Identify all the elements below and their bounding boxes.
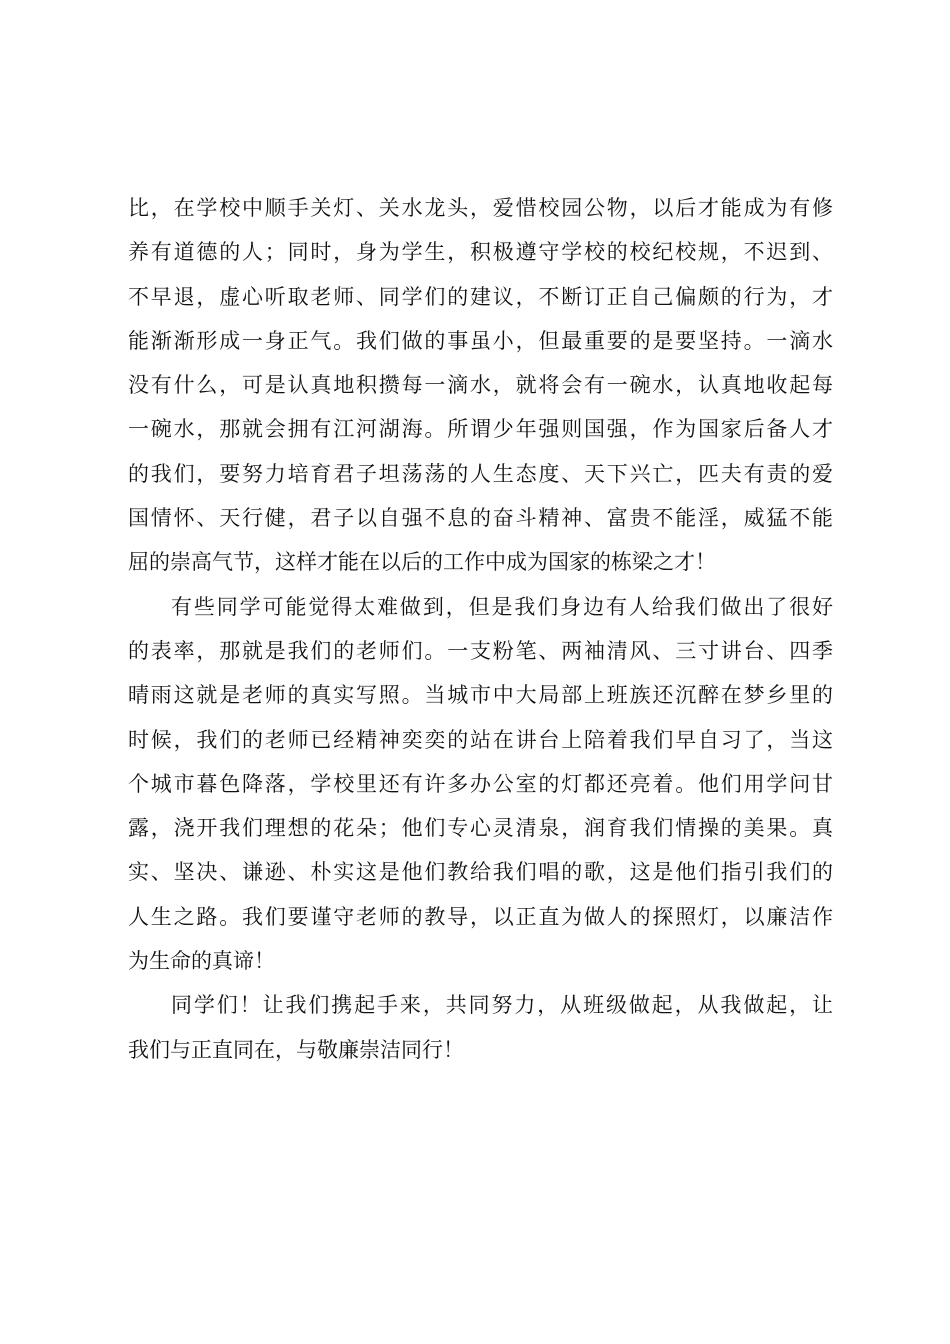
text-line: 为生命的真谛！ bbox=[128, 949, 275, 974]
text-line: 能渐渐形成一身正气。我们做的事虽小，但最重要的是要坚持。一滴水 bbox=[128, 328, 833, 353]
text-line: 国情怀、天行健，君子以自强不息的奋斗精神、富贵不能淫，威猛不能 bbox=[128, 506, 833, 531]
paragraph-first-line: 同学们！让我们携起手来，共同努力，从班级做起，从我做起，让 bbox=[171, 993, 833, 1018]
text-line: 露，浇开我们理想的花朵；他们专心灵清泉，润育我们情操的美果。真 bbox=[128, 816, 833, 841]
text-line: 比，在学校中顺手关灯、关水龙头，爱惜校园公物，以后才能成为有修 bbox=[128, 196, 833, 220]
body-text bbox=[128, 186, 833, 1072]
paragraph-first-line: 有些同学可能觉得太难做到，但是我们身边有人给我们做出了很好 bbox=[171, 594, 833, 619]
text-line: 人生之路。我们要谨守老师的教导，以正直为做人的探照灯，以廉洁作 bbox=[128, 904, 833, 929]
text-line: 一碗水，那就会拥有江河湖海。所谓少年强则国强，作为国家后备人才 bbox=[128, 417, 833, 442]
text-line: 没有什么，可是认真地积攒每一滴水，就将会有一碗水，认真地收起每 bbox=[128, 373, 833, 398]
text-line: 晴雨这就是老师的真实写照。当城市中大局部上班族还沉醉在梦乡里的 bbox=[128, 683, 833, 708]
text-line: 实、坚决、谦逊、朴实这是他们教给我们唱的歌，这是他们指引我们的 bbox=[128, 860, 833, 885]
text-line: 的表率，那就是我们的老师们。一支粉笔、两袖清风、三寸讲台、四季 bbox=[128, 638, 833, 663]
text-line: 养有道德的人；同时，身为学生，积极遵守学校的校纪校规，不迟到、 bbox=[128, 240, 833, 265]
text-line: 个城市暮色降落，学校里还有许多办公室的灯都还亮着。他们用学问甘 bbox=[128, 771, 833, 796]
text-line: 时候，我们的老师已经精神奕奕的站在讲台上陪着我们早自习了，当这 bbox=[128, 727, 833, 752]
text-line: 我们与正直同在，与敬廉崇洁同行！ bbox=[128, 1037, 464, 1062]
text-line: 屈的崇高气节，这样才能在以后的工作中成为国家的栋梁之才！ bbox=[128, 550, 716, 575]
text-line: 不早退，虚心听取老师、同学们的建议，不断订正自己偏颇的行为，才 bbox=[128, 284, 833, 309]
text-line: 的我们，要努力培育君子坦荡荡的人生态度、天下兴亡，匹夫有责的爱 bbox=[128, 461, 833, 486]
